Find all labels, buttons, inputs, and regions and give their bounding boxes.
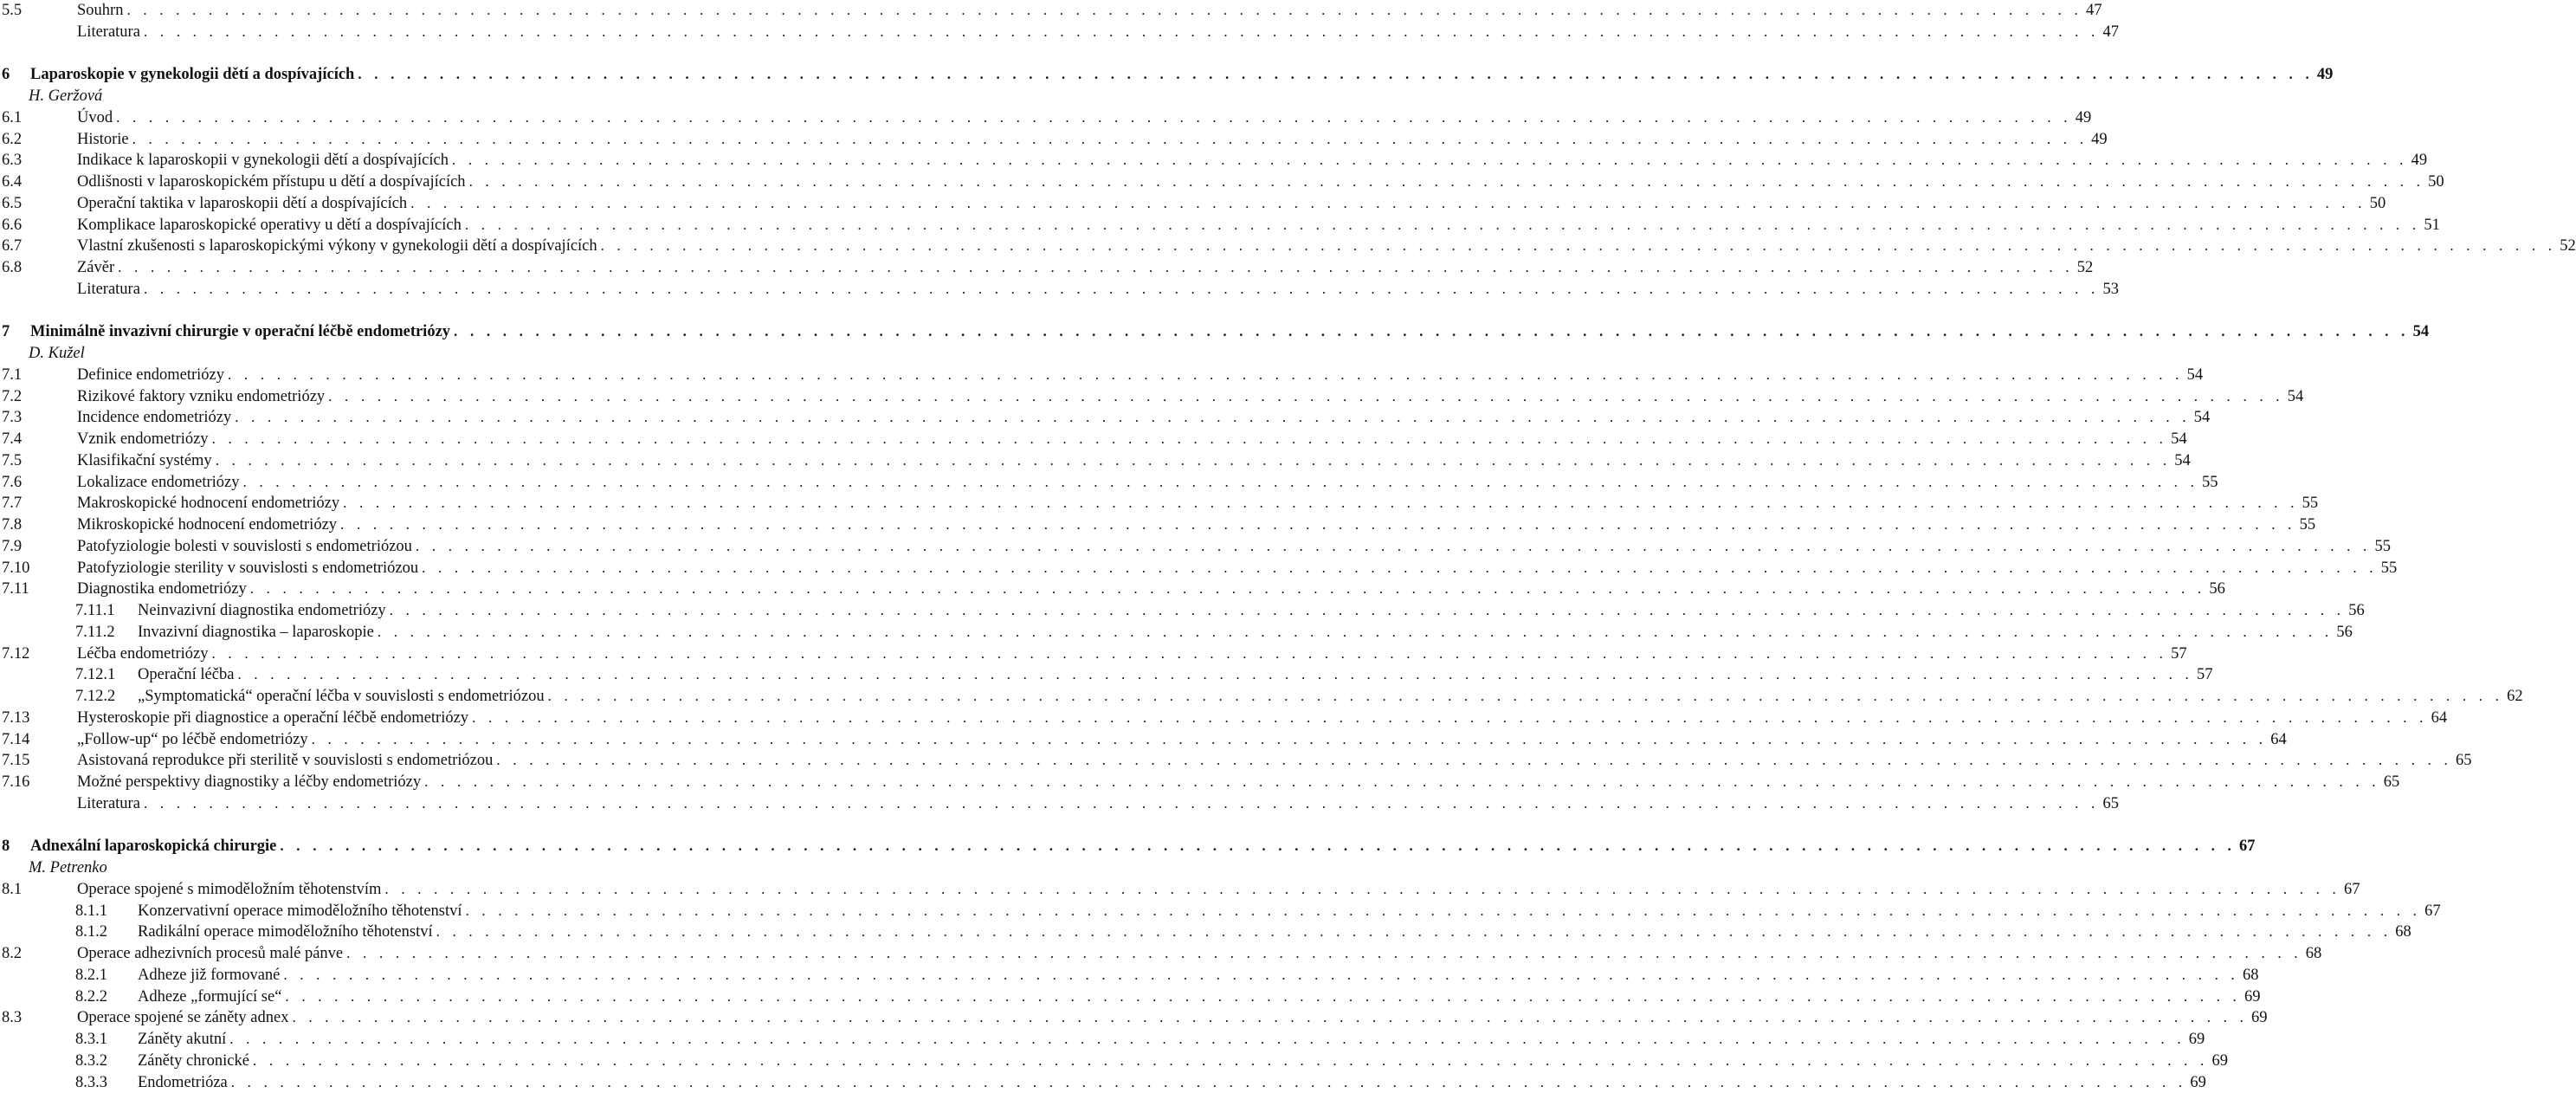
entry-title: Radikální operace mimoděložního těhotenství [138,923,433,941]
entry-number: 7.6 [2,473,23,491]
entry-title: Makroskopické hodnocení endometriózy [77,495,340,513]
toc-entry [0,772,2400,792]
entry-title: Operace spojené s mimoděložním těhotenstvím [77,880,382,898]
dot-leader: . . . . . . . . . . . . . . . . . . . . . . . . . . . . . . . . . . . . . . . . . . . . . . . . . . . . . . . . . . . . . . . . . . . . . . . . . . . . . . . . . . . . . . . . . . . . . . . . . . . . . . . . . . . . . . . . . . . . . . . . [126,2,2083,18]
page-number: 52 [2076,259,2094,276]
dot-leader: . . . . . . . . . . . . . . . . . . . . . . . . . . . . . . . . . . . . . . . . . . . . . . . . . . . . . . . . . . . . . . . . . . . . . . . . . . . . . . . . . . . . . . . . . . . . . . . . . . . . . . . . . . . . . . . . . . . . . . . . [346,945,2302,961]
entry-number: 7.12.2 [75,688,116,705]
entry-title: Mikroskopické hodnocení endometriózy [77,516,338,534]
page-number: 69 [2251,1009,2268,1027]
dot-leader: . . . . . . . . . . . . . . . . . . . . . . . . . . . . . . . . . . . . . . . . . . . . . . . . . . . . . . . . . . . . . . . . . . . . . . . . . . . . . . . . . . . . . . . . . . . . . . . . . . . . . . . . . . . . . . . . . . . . . . . . [118,259,2074,275]
toc-entry [0,664,2213,685]
entry-number: 7 [2,323,10,341]
page-number: 67 [2343,880,2360,898]
toc-entry [0,986,2261,1007]
toc-chapter-entry [0,321,2430,342]
dot-leader: . . . . . . . . . . . . . . . . . . . . . . . . . . . . . . . . . . . . . . . . . . . . . . . . . . . . . . . . . . . . . . . . . . . . . . . . . . . . . . . . . . . . . . . . . . . . . . . . . . . . . . . . . . . . . . . . . . . . . . . . [410,194,2366,211]
toc-entry [0,257,2094,278]
entry-title: Patofyziologie bolesti v souvislosti s endometriózou [77,537,412,555]
entry-title: Komplikace laparoskopické operativy u dětí a dospívajících [77,216,462,234]
entry-title: Diagnostika endometriózy [77,580,247,598]
toc-entry [0,472,2218,493]
toc-entry [0,965,2259,986]
page-number: 67 [2238,838,2256,856]
toc-entry [0,1072,2206,1093]
entry-number: 6.2 [2,130,23,148]
page-number: 68 [2395,923,2411,941]
toc-entry [0,493,2319,514]
dot-leader: . . . . . . . . . . . . . . . . . . . . . . . . . . . . . . . . . . . . . . . . . . . . . . . . . . . . . . . . . . . . . . . . . . . . . . . . . . . . . . . . . . . . . . . . . . . . . . . . . . . . . . . . . . . . . . . . . . . . . . . . [464,216,2421,233]
dot-leader: . . . . . . . . . . . . . . . . . . . . . . . . . . . . . . . . . . . . . . . . . . . . . . . . . . . . . . . . . . . . . . . . . . . . . . . . . . . . . . . . . . . . . . . . . . . . . . . . . . . . . . . . . . . . . . . . . . . . . . . . [143,794,2100,812]
page-number: 55 [2302,495,2319,513]
entry-title: Endometrióza [138,1073,228,1091]
toc-entry [0,107,2092,128]
dot-leader: . . . . . . . . . . . . . . . . . . . . . . . . . . . . . . . . . . . . . . . . . . . . . . . . . . . . . . . . . . . . . . . . . . . . . . . . . . . . . . . . . . . . . . . . . . . . . . . . . . . . . . . . . . . . . . . . . . . . . . . . [422,559,2378,576]
dot-leader: . . . . . . . . . . . . . . . . . . . . . . . . . . . . . . . . . . . . . . . . . . . . . . . . . . . . . . . . . . . . . . . . . . . . . . . . . . . . . . . . . . . . . . . . . . . . . . . . . . . . . . . . . . . . . . . . . . . . . . . . [229,1031,2185,1047]
toc-entry [0,644,2187,664]
dot-leader: . . . . . . . . . . . . . . . . . . . . . . . . . . . . . . . . . . . . . . . . . . . . . . . . . . . . . . . . . . . . . . . . . . . . . . . . . . . . . . . . . . . . . . . . . . . . . . . . . . . . . . . . . . . . . . . . . . . . . . . . [384,880,2340,897]
entry-title: Možné perspektivy diagnostiky a léčby endometriózy [77,773,422,791]
entry-title: Odlišnosti v laparoskopickém přístupu u dětí a dospívajících [77,173,466,191]
toc-chapter-entry [0,836,2256,857]
dot-leader: . . . . . . . . . . . . . . . . . . . . . . . . . . . . . . . . . . . . . . . . . . . . . . . . . . . . . . . . . . . . . . . . . . . . . . . . . . . . . . . . . . . . . . . . . . . . . . . . . . . . . . . . . . . . . . . . . . . . . . . . [468,173,2425,190]
toc-entry [0,622,2353,643]
toc-entry [0,536,2391,557]
entry-number: 8.3.3 [75,1073,107,1091]
entry-number: 8.1.1 [75,902,107,920]
entry-number: 7.11.1 [75,602,115,619]
entry-title: Historie [77,130,129,148]
entry-number: 8.3.2 [75,1051,107,1070]
entry-number: 7.4 [2,430,23,448]
dot-leader: . . . . . . . . . . . . . . . . . . . . . . . . . . . . . . . . . . . . . . . . . . . . . . . . . . . . . . . . . . . . . . . . . . . . . . . . . . . . . . . . . . . . . . . . . . . . . . . . . . . . . . . . . . . . . . . . . . . . . . . . [496,752,2452,769]
toc-entry [0,729,2287,750]
author-name: H. Geržová [29,87,103,105]
entry-number: 7.2 [2,387,23,405]
entry-number: 6 [2,66,10,84]
dot-leader: . . . . . . . . . . . . . . . . . . . . . . . . . . . . . . . . . . . . . . . . . . . . . . . . . . . . . . . . . . . . . . . . . . . . . . . . . . . . . . . . . . . . . . . . . . . . . . . . . . . . . . . . . . . . . . . . . . . . . . . . [436,923,2392,941]
toc-entry [0,129,2108,150]
dot-leader: . . . . . . . . . . . . . . . . . . . . . . . . . . . . . . . . . . . . . . . . . . . . . . . . . . . . . . . . . . . . . . . . . . . . . . . . . . . . . . . . . . . . . . . . . . . . . . . . . . . . . . . . . . . . . . . . . . . . . . . . [252,1051,2209,1069]
entry-number: 7.13 [2,708,30,727]
dot-leader: . . . . . . . . . . . . . . . . . . . . . . . . . . . . . . . . . . . . . . . . . . . . . . . . . . . . . . . . . . . . . . . . . . . . . . . . . . . . . . . . . . . . . . . . . . . . . . . . . . . . . . . . . . . . . . . . . . . . . . . . [415,537,2372,554]
entry-number: 7.12.1 [75,666,116,684]
toc-entry [0,279,2119,300]
dot-leader: . . . . . . . . . . . . . . . . . . . . . . . . . . . . . . . . . . . . . . . . . . . . . . . . . . . . . . . . . . . . . . . . . . . . . . . . . . . . . . . . . . . . . . . . . . . . . . . . . . . . . . . . . . . . . . . . . . . . . . . . [424,773,2380,790]
page-number: 49 [2075,108,2092,126]
page-number: 49 [2091,130,2108,148]
entry-number: 8 [2,838,10,856]
entry-number: 7.3 [2,409,23,427]
page-number: 64 [2431,708,2448,727]
toc-entry [0,1029,2205,1050]
dot-leader: . . . . . . . . . . . . . . . . . . . . . . . . . . . . . . . . . . . . . . . . . . . . . . . . . . . . . . . . . . . . . . . . . . . . . . . . . . . . . . . . . . . . . . . . . . . . . . . . . . . . . . . . . . . . . . . . . . . . . . . . [452,152,2408,169]
entry-title: Léčba endometriózy [77,644,209,663]
toc-entry [0,193,2386,214]
dot-leader: . . . . . . . . . . . . . . . . . . . . . . . . . . . . . . . . . . . . . . . . . . . . . . . . . . . . . . . . . . . . . . . . . . . . . . . . . . . . . . . . . . . . . . . . . . . . . . . . . . . . . . . . . . . . . . . . . . . . . . . . [358,66,2314,83]
dot-leader: . . . . . . . . . . . . . . . . . . . . . . . . . . . . . . . . . . . . . . . . . . . . . . . . . . . . . . . . . . . . . . . . . . . . . . . . . . . . . . . . . . . . . . . . . . . . . . . . . . . . . . . . . . . . . . . . . . . . . . . . [547,688,2504,704]
page-number: 69 [2244,987,2261,1006]
dot-leader: . . . . . . . . . . . . . . . . . . . . . . . . . . . . . . . . . . . . . . . . . . . . . . . . . . . . . . . . . . . . . . . . . . . . . . . . . . . . . . . . . . . . . . . . . . . . . . . . . . . . . . . . . . . . . . . . . . . . . . . . [249,580,2206,598]
entry-title: Patofyziologie sterility v souvislosti s endometriózou [77,559,419,577]
entry-number: 8.2.1 [75,966,107,984]
page-number: 55 [2202,473,2218,491]
page-number: 68 [2242,966,2259,984]
entry-title: Lokalizace endometriózy [77,473,240,491]
page-number: 54 [2287,387,2304,405]
dot-leader: . . . . . . . . . . . . . . . . . . . . . . . . . . . . . . . . . . . . . . . . . . . . . . . . . . . . . . . . . . . . . . . . . . . . . . . . . . . . . . . . . . . . . . . . . . . . . . . . . . . . . . . . . . . . . . . . . . . . . . . . [228,365,2184,383]
toc-entry [0,22,2119,42]
toc-entry [0,450,2191,471]
entry-number: 7.1 [2,365,23,384]
toc-entry [0,365,2204,385]
entry-title: Souhrn [77,2,124,19]
entry-title: Operace adhezivních procesů malé pánve [77,945,344,962]
entry-number: 8.3 [2,1009,23,1027]
dot-leader: . . . . . . . . . . . . . . . . . . . . . . . . . . . . . . . . . . . . . . . . . . . . . . . . . . . . . . . . . . . . . . . . . . . . . . . . . . . . . . . . . . . . . . . . . . . . . . . . . . . . . . . . . . . . . . . . . . . . . . . . [283,966,2239,983]
toc-entry [0,793,2119,814]
toc-entry [0,1051,2228,1071]
entry-number: 7.11.2 [75,623,115,641]
entry-number: 7.9 [2,537,23,555]
toc-entry [0,922,2411,942]
entry-title: Literatura [77,794,140,812]
dot-leader: . . . . . . . . . . . . . . . . . . . . . . . . . . . . . . . . . . . . . . . . . . . . . . . . . . . . . . . . . . . . . . . . . . . . . . . . . . . . . . . . . . . . . . . . . . . . . . . . . . . . . . . . . . . . . . . . . . . . . . . . [242,473,2199,490]
dot-leader: . . . . . . . . . . . . . . . . . . . . . . . . . . . . . . . . . . . . . . . . . . . . . . . . . . . . . . . . . . . . . . . . . . . . . . . . . . . . . . . . . . . . . . . . . . . . . . . . . . . . . . . . . . . . . . . . . . . . . . . . [211,430,2168,447]
entry-title: Adheze již formované [138,966,281,984]
page-number: 55 [2374,537,2391,555]
toc-entry [0,386,2304,407]
entry-number: 7.10 [2,559,30,577]
entry-title: Invazivní diagnostika – laparoskopie [138,623,374,641]
entry-title: „Symptomatická“ operační léčba v souvislosti s endometriózou [138,688,545,705]
page-number: 54 [2171,430,2187,448]
toc-entry [0,558,2398,579]
dot-leader: . . . . . . . . . . . . . . . . . . . . . . . . . . . . . . . . . . . . . . . . . . . . . . . . . . . . . . . . . . . . . . . . . . . . . . . . . . . . . . . . . . . . . . . . . . . . . . . . . . . . . . . . . . . . . . . . . . . . . . . . [143,280,2100,297]
entry-title: Definice endometriózy [77,365,225,384]
toc-entry [0,686,2523,707]
dot-leader: . . . . . . . . . . . . . . . . . . . . . . . . . . . . . . . . . . . . . . . . . . . . . . . . . . . . . . . . . . . . . . . . . . . . . . . . . . . . . . . . . . . . . . . . . . . . . . . . . . . . . . . . . . . . . . . . . . . . . . . . [285,987,2241,1005]
entry-number: 8.2.2 [75,987,107,1006]
entry-number: 6.3 [2,152,23,170]
dot-leader: . . . . . . . . . . . . . . . . . . . . . . . . . . . . . . . . . . . . . . . . . . . . . . . . . . . . . . . . . . . . . . . . . . . . . . . . . . . . . . . . . . . . . . . . . . . . . . . . . . . . . . . . . . . . . . . . . . . . . . . . [600,237,2557,255]
entry-title: Adnexální laparoskopická chirurgie [30,838,277,856]
page-number: 55 [2380,559,2398,577]
toc-entry [0,943,2322,964]
chapter-author [0,86,857,107]
toc-entry [0,514,2316,535]
page-number: 56 [2336,623,2353,641]
page-number: 69 [2188,1031,2205,1048]
page-number: 69 [2211,1051,2228,1070]
entry-number: 6.8 [2,259,23,276]
entry-number: 8.2 [2,945,23,962]
dot-leader: . . . . . . . . . . . . . . . . . . . . . . . . . . . . . . . . . . . . . . . . . . . . . . . . . . . . . . . . . . . . . . . . . . . . . . . . . . . . . . . . . . . . . . . . . . . . . . . . . . . . . . . . . . . . . . . . . . . . . . . . [237,666,2194,683]
entry-number: 6.5 [2,194,23,212]
entry-title: „Follow-up“ po léčbě endometriózy [77,730,308,748]
entry-number: 7.7 [2,495,23,513]
entry-number: 6.7 [2,237,23,255]
entry-title: Klasifikační systémy [77,451,212,469]
entry-title: Adheze „formující se“ [138,987,282,1006]
entry-title: Operační taktika v laparoskopii dětí a dospívajících [77,194,408,212]
toc-entry [0,750,2472,771]
toc-entry [0,708,2448,728]
entry-title: Indikace k laparoskopii v gynekologii dětí a dospívajících [77,152,449,170]
dot-leader: . . . . . . . . . . . . . . . . . . . . . . . . . . . . . . . . . . . . . . . . . . . . . . . . . . . . . . . . . . . . . . . . . . . . . . . . . . . . . . . . . . . . . . . . . . . . . . . . . . . . . . . . . . . . . . . . . . . . . . . . [292,1009,2249,1026]
page-number: 65 [2455,752,2472,770]
author-name: D. Kužel [29,345,85,362]
chapter-author [0,343,857,364]
page-number: 69 [2190,1073,2206,1091]
page-number: 51 [2424,216,2440,234]
dot-leader: . . . . . . . . . . . . . . . . . . . . . . . . . . . . . . . . . . . . . . . . . . . . . . . . . . . . . . . . . . . . . . . . . . . . . . . . . . . . . . . . . . . . . . . . . . . . . . . . . . . . . . . . . . . . . . . . . . . . . . . . [454,323,2410,340]
entry-number: 8.1.2 [75,923,107,941]
page-number: 54 [2174,451,2191,469]
page-number: 67 [2424,902,2441,920]
page-number: 54 [2186,365,2204,384]
dot-leader: . . . . . . . . . . . . . . . . . . . . . . . . . . . . . . . . . . . . . . . . . . . . . . . . . . . . . . . . . . . . . . . . . . . . . . . . . . . . . . . . . . . . . . . . . . . . . . . . . . . . . . . . . . . . . . . . . . . . . . . . [343,495,2299,512]
entry-number: 7.12 [2,644,30,663]
toc-entry [0,600,2365,621]
page-number: 52 [2560,237,2576,255]
entry-title: Operace spojené se záněty adnex [77,1009,289,1027]
page-number: 57 [2197,666,2213,684]
entry-number: 7.16 [2,773,30,791]
dot-leader: . . . . . . . . . . . . . . . . . . . . . . . . . . . . . . . . . . . . . . . . . . . . . . . . . . . . . . . . . . . . . . . . . . . . . . . . . . . . . . . . . . . . . . . . . . . . . . . . . . . . . . . . . . . . . . . . . . . . . . . . [235,409,2191,426]
entry-title: Záněty chronické [138,1051,249,1070]
page-number: 62 [2507,688,2523,705]
entry-title: Závěr [77,259,115,276]
toc-entry [0,215,2440,236]
dot-leader: . . . . . . . . . . . . . . . . . . . . . . . . . . . . . . . . . . . . . . . . . . . . . . . . . . . . . . . . . . . . . . . . . . . . . . . . . . . . . . . . . . . . . . . . . . . . . . . . . . . . . . . . . . . . . . . . . . . . . . . . [230,1073,2187,1090]
author-name: M. Petrenko [29,859,107,876]
entry-title: Asistovaná reprodukce při sterilitě v souvislosti s endometriózou [77,752,494,770]
dot-leader: . . . . . . . . . . . . . . . . . . . . . . . . . . . . . . . . . . . . . . . . . . . . . . . . . . . . . . . . . . . . . . . . . . . . . . . . . . . . . . . . . . . . . . . . . . . . . . . . . . . . . . . . . . . . . . . . . . . . . . . . [340,516,2296,533]
page-number: 50 [2428,173,2444,191]
chapter-author [0,857,857,878]
toc-entry [0,171,2444,192]
toc-entry [0,236,2576,256]
entry-title: Neinvazivní diagnostika endometriózy [138,602,386,619]
dot-leader: . . . . . . . . . . . . . . . . . . . . . . . . . . . . . . . . . . . . . . . . . . . . . . . . . . . . . . . . . . . . . . . . . . . . . . . . . . . . . . . . . . . . . . . . . . . . . . . . . . . . . . . . . . . . . . . . . . . . . . . . [143,23,2100,40]
entry-title: Záněty akutní [138,1031,227,1048]
entry-number: 5.5 [2,2,23,19]
page-number: 55 [2299,516,2316,534]
page-number: 56 [2209,580,2225,598]
toc-entry [0,901,2441,922]
page-number: 50 [2369,194,2386,212]
entry-number: 8.3.1 [75,1031,107,1048]
entry-title: Literatura [77,280,140,298]
entry-number: 8.1 [2,880,23,898]
dot-leader: . . . . . . . . . . . . . . . . . . . . . . . . . . . . . . . . . . . . . . . . . . . . . . . . . . . . . . . . . . . . . . . . . . . . . . . . . . . . . . . . . . . . . . . . . . . . . . . . . . . . . . . . . . . . . . . . . . . . . . . . [389,602,2346,618]
entry-title: Konzervativní operace mimoděložního těhotenství [138,902,462,920]
dot-leader: . . . . . . . . . . . . . . . . . . . . . . . . . . . . . . . . . . . . . . . . . . . . . . . . . . . . . . . . . . . . . . . . . . . . . . . . . . . . . . . . . . . . . . . . . . . . . . . . . . . . . . . . . . . . . . . . . . . . . . . . [465,902,2422,919]
dot-leader: . . . . . . . . . . . . . . . . . . . . . . . . . . . . . . . . . . . . . . . . . . . . . . . . . . . . . . . . . . . . . . . . . . . . . . . . . . . . . . . . . . . . . . . . . . . . . . . . . . . . . . . . . . . . . . . . . . . . . . . . [280,838,2236,855]
dot-leader: . . . . . . . . . . . . . . . . . . . . . . . . . . . . . . . . . . . . . . . . . . . . . . . . . . . . . . . . . . . . . . . . . . . . . . . . . . . . . . . . . . . . . . . . . . . . . . . . . . . . . . . . . . . . . . . . . . . . . . . . [328,387,2284,404]
entry-title: Operační léčba [138,666,235,684]
entry-number: 6.6 [2,216,23,234]
toc-entry [0,429,2187,449]
page-number: 56 [2348,602,2365,619]
toc-entry [0,0,2102,21]
page-number: 47 [2102,23,2119,41]
page-number: 65 [2383,773,2400,791]
page-number: 49 [2316,66,2334,84]
entry-number: 7.11 [2,580,29,598]
entry-number: 7.15 [2,752,30,770]
entry-title: Literatura [77,23,140,41]
page-number: 64 [2270,730,2287,748]
page-number: 57 [2171,644,2187,663]
dot-leader: . . . . . . . . . . . . . . . . . . . . . . . . . . . . . . . . . . . . . . . . . . . . . . . . . . . . . . . . . . . . . . . . . . . . . . . . . . . . . . . . . . . . . . . . . . . . . . . . . . . . . . . . . . . . . . . . . . . . . . . . [132,130,2089,147]
page-number: 49 [2411,152,2428,170]
entry-number: 6.1 [2,108,23,126]
entry-number: 6.4 [2,173,23,191]
entry-title: Úvod [77,108,113,126]
entry-title: Vlastní zkušenosti s laparoskopickými výkony v gynekologii dětí a dospívajících [77,237,597,255]
dot-leader: . . . . . . . . . . . . . . . . . . . . . . . . . . . . . . . . . . . . . . . . . . . . . . . . . . . . . . . . . . . . . . . . . . . . . . . . . . . . . . . . . . . . . . . . . . . . . . . . . . . . . . . . . . . . . . . . . . . . . . . . [377,623,2334,640]
toc-chapter-entry [0,64,2334,85]
entry-number: 7.5 [2,451,23,469]
dot-leader: . . . . . . . . . . . . . . . . . . . . . . . . . . . . . . . . . . . . . . . . . . . . . . . . . . . . . . . . . . . . . . . . . . . . . . . . . . . . . . . . . . . . . . . . . . . . . . . . . . . . . . . . . . . . . . . . . . . . . . . . [116,108,2072,126]
entry-number: 7.8 [2,516,23,534]
page-number: 68 [2305,945,2322,962]
entry-title: Incidence endometriózy [77,409,232,427]
dot-leader: . . . . . . . . . . . . . . . . . . . . . . . . . . . . . . . . . . . . . . . . . . . . . . . . . . . . . . . . . . . . . . . . . . . . . . . . . . . . . . . . . . . . . . . . . . . . . . . . . . . . . . . . . . . . . . . . . . . . . . . . [311,730,2268,747]
toc-entry [0,879,2360,900]
dot-leader: . . . . . . . . . . . . . . . . . . . . . . . . . . . . . . . . . . . . . . . . . . . . . . . . . . . . . . . . . . . . . . . . . . . . . . . . . . . . . . . . . . . . . . . . . . . . . . . . . . . . . . . . . . . . . . . . . . . . . . . . [472,708,2428,726]
page-number: 47 [2086,2,2102,19]
toc-entry [0,1007,2268,1028]
page-number: 54 [2193,409,2211,427]
dot-leader: . . . . . . . . . . . . . . . . . . . . . . . . . . . . . . . . . . . . . . . . . . . . . . . . . . . . . . . . . . . . . . . . . . . . . . . . . . . . . . . . . . . . . . . . . . . . . . . . . . . . . . . . . . . . . . . . . . . . . . . . [215,451,2172,469]
entry-title: Minimálně invazivní chirurgie v operační léčbě endometriózy [30,323,451,341]
entry-title: Vznik endometriózy [77,430,209,448]
entry-title: Rizikové faktory vzniku endometriózy [77,387,326,405]
page-number: 54 [2412,323,2430,341]
entry-title: Hysteroskopie při diagnostice a operační léčbě endometriózy [77,708,469,727]
toc-entry [0,150,2428,171]
entry-title: Laparoskopie v gynekologii dětí a dospívajících [30,66,355,84]
entry-number: 7.14 [2,730,30,748]
toc-entry [0,407,2211,428]
page-number: 65 [2102,794,2119,812]
page-number: 53 [2102,280,2119,298]
toc-entry [0,579,2225,599]
dot-leader: . . . . . . . . . . . . . . . . . . . . . . . . . . . . . . . . . . . . . . . . . . . . . . . . . . . . . . . . . . . . . . . . . . . . . . . . . . . . . . . . . . . . . . . . . . . . . . . . . . . . . . . . . . . . . . . . . . . . . . . . [211,644,2168,662]
